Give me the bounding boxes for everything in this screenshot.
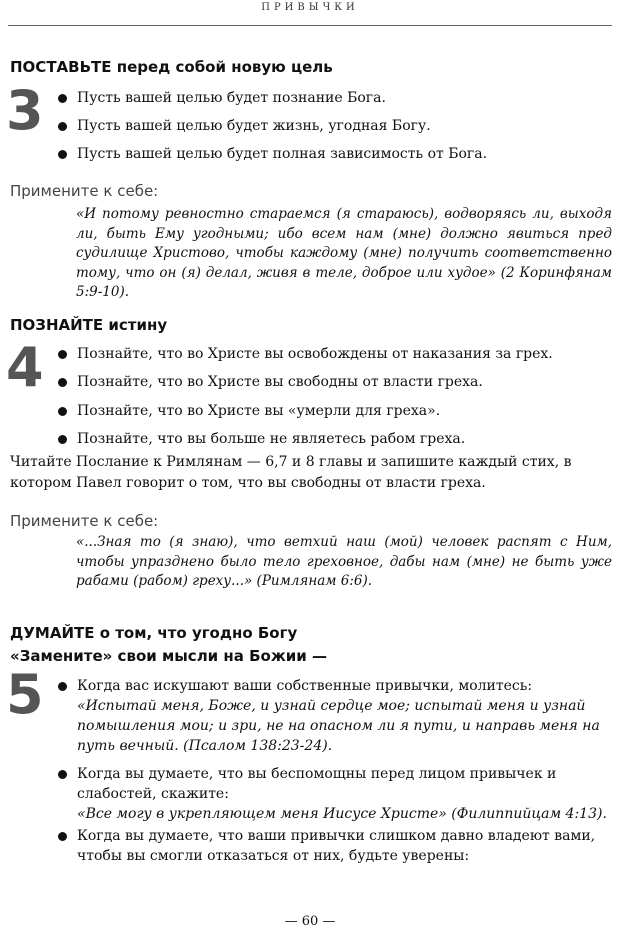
section-5-bullet-3-text: Когда вы думаете, что ваши привычки слишком давно владеют вами, чтобы вы смогли отказаться от них, будьте уверены:	[77, 828, 596, 864]
section-4-bullet-1: Познайте, что во Христе вы освобождены от наказания за грех.	[58, 344, 614, 364]
running-header: ПРИВЫЧКИ	[261, 2, 359, 13]
section-3-bullet-1: Пусть вашей целью будет познание Бога.	[58, 88, 614, 108]
section-4-quote: «...Зная то (я знаю), что ветхий наш (мой) человек распят с Ним, чтобы упразднено было тело греховное, дабы нам (мне) не быть уже рабами (рабом) греху...» (Римлянам 6:6).	[76, 534, 612, 589]
section-5-bullet-2-quote: «Все могу в укрепляющем меня Иисусе Христе» (Филиппийцам 4:13).	[77, 806, 607, 822]
section-5-bullet-2-text: Когда вы думаете, что вы беспомощны перед лицом привычек и слабостей, скажите:	[77, 766, 557, 802]
section-3-heading: ПОСТАВЬТЕ перед собой новую цель	[10, 58, 333, 76]
section-4-bullet-2: Познайте, что во Христе вы свободны от власти греха.	[58, 372, 614, 392]
section-5-heading-line-1: ДУМАЙТЕ о том, что угодно Богу	[10, 624, 298, 642]
section-5-bullet-3	[58, 826, 614, 866]
section-3-bullet-2: Пусть вашей целью будет жизнь, угодная Богу.	[58, 116, 614, 136]
section-4-bullet-4: Познайте, что вы больше не являетесь рабом греха.	[58, 429, 614, 449]
section-4-number: 4	[6, 336, 44, 399]
section-3-apply-label: Примените к себе:	[10, 182, 159, 200]
header-rule	[8, 25, 612, 26]
section-5-number: 5	[6, 663, 44, 726]
section-5-bullet-1	[58, 676, 614, 756]
section-5-bullet-1-quote: «Испытай меня, Боже, и узнай сердце мое; испытай меня и узнай помышления мои; и зри, не на опасном ли я пути, и направь меня на путь вечный. (Псалом 138:23-24).	[77, 698, 600, 754]
section-4-apply-label: Примените к себе:	[10, 512, 159, 530]
section-3-quote: «И потому ревностно стараемся (я стараюсь), водворяясь ли, выходя ли, быть Ему угодными; ибо всем нам (мне) должно явиться пред судилище Христово, чтобы каждому (мне) получить соответственно тому, что он (я) делал, живя в теле, доброе или худое» (2 Коринфянам 5:9-10).	[76, 206, 612, 300]
page-number: — 60 —	[284, 914, 336, 929]
section-4-heading: ПОЗНАЙТЕ истину	[10, 316, 168, 334]
section-3-number: 3	[6, 79, 44, 142]
section-5-bullet-2	[58, 764, 614, 824]
section-4-instruction: Читайте Послание к Римлянам — 6,7 и 8 главы и запишите каждый стих, в котором Павел говорит о том, что вы свободны от власти греха.	[10, 454, 572, 491]
section-5-heading-line-2: «Замените» свои мысли на Божии —	[10, 647, 328, 665]
section-4-bullet-3: Познайте, что во Христе вы «умерли для греха».	[58, 401, 614, 421]
section-3-bullet-3: Пусть вашей целью будет полная зависимость от Бога.	[58, 144, 614, 164]
section-5-bullet-1-text: Когда вас искушают ваши собственные привычки, молитесь:	[77, 678, 533, 694]
